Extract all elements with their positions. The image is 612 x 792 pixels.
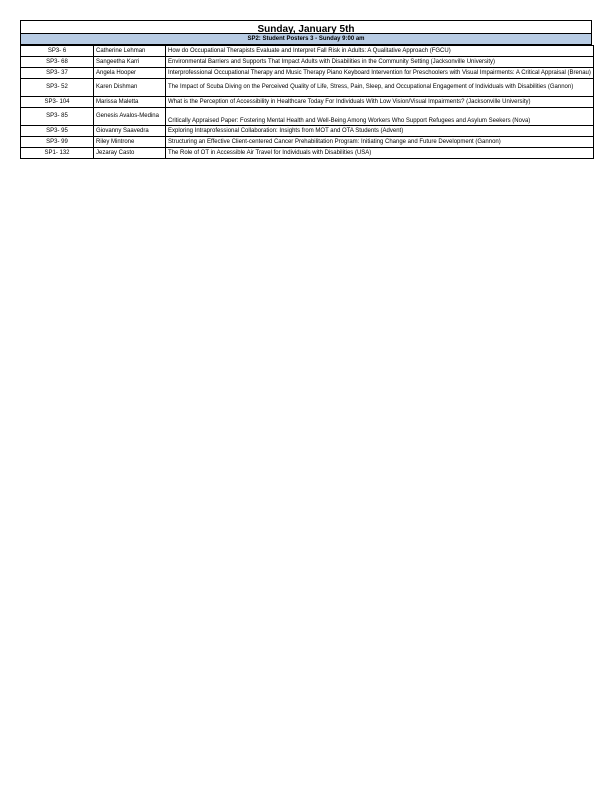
poster-id: SP3- 99 [21,137,94,148]
table-row [21,79,594,97]
poster-title: Structuring an Effective Client-centered Cancer Prehabilitation Program: Initiating Change and Future Development (Gannon) [166,137,594,148]
table-row [21,148,594,159]
presenter-name: Riley Mintrone [94,137,166,148]
table-row [21,46,594,57]
table-row [21,126,594,137]
poster-title: Environmental Barriers and Supports That Impact Adults with Disabilities in the Community Setting (Jacksonville University) [166,57,594,68]
poster-title: What is the Perception of Accessibility in Healthcare Today For Individuals With Low Vision/Visual Impairments? (Jacksonville University) [166,97,594,108]
poster-title: Exploring Intraprofessional Collaboration: Insights from MOT and OTA Students (Advent) [166,126,594,137]
poster-id: SP3- 68 [21,57,94,68]
presenter-name: Genesis Avalos-Medina [94,108,166,126]
presenter-name: Giovanny Saavedra [94,126,166,137]
poster-id: SP3- 52 [21,79,94,97]
presenter-name: Marissa Maletta [94,97,166,108]
table-row [21,137,594,148]
presenter-name: Sangeetha Karri [94,57,166,68]
poster-id: SP1- 132 [21,148,94,159]
poster-title: Critically Appraised Paper: Fostering Mental Health and Well-Being Among Workers Who Support Refugees and Asylum Seekers (Nova) [166,108,594,126]
table-row [21,108,594,126]
schedule-sheet [20,20,592,159]
poster-id: SP3- 95 [21,126,94,137]
presenter-name: Karen Dishman [94,79,166,97]
day-title: Sunday, January 5th [20,20,592,33]
session-header: SP2: Student Posters 3 - Sunday 9:00 am [20,33,592,45]
poster-title: The Impact of Scuba Diving on the Perceived Quality of Life, Stress, Pain, Sleep, and Occupational Engagement of Individuals with Disabilities (Gannon) [166,79,594,97]
poster-title: Interprofessional Occupational Therapy and Music Therapy Piano Keyboard Intervention for Preschoolers with Visual Impairments: A Critical Appraisal (Brenau) [166,68,594,79]
poster-table [20,45,594,159]
table-row [21,97,594,108]
poster-id: SP3- 85 [21,108,94,126]
presenter-name: Angela Hooper [94,68,166,79]
poster-title: The Role of OT in Accessible Air Travel for Individuals with Disabilities (USA) [166,148,594,159]
poster-id: SP3- 104 [21,97,94,108]
presenter-name: Catherine Lehman [94,46,166,57]
poster-title: How do Occupational Therapists Evaluate and Interpret Fall Risk in Adults: A Qualitative Approach (FGCU) [166,46,594,57]
poster-id: SP3- 6 [21,46,94,57]
table-row [21,57,594,68]
presenter-name: Jezaray Casto [94,148,166,159]
poster-id: SP3- 37 [21,68,94,79]
table-row [21,68,594,79]
